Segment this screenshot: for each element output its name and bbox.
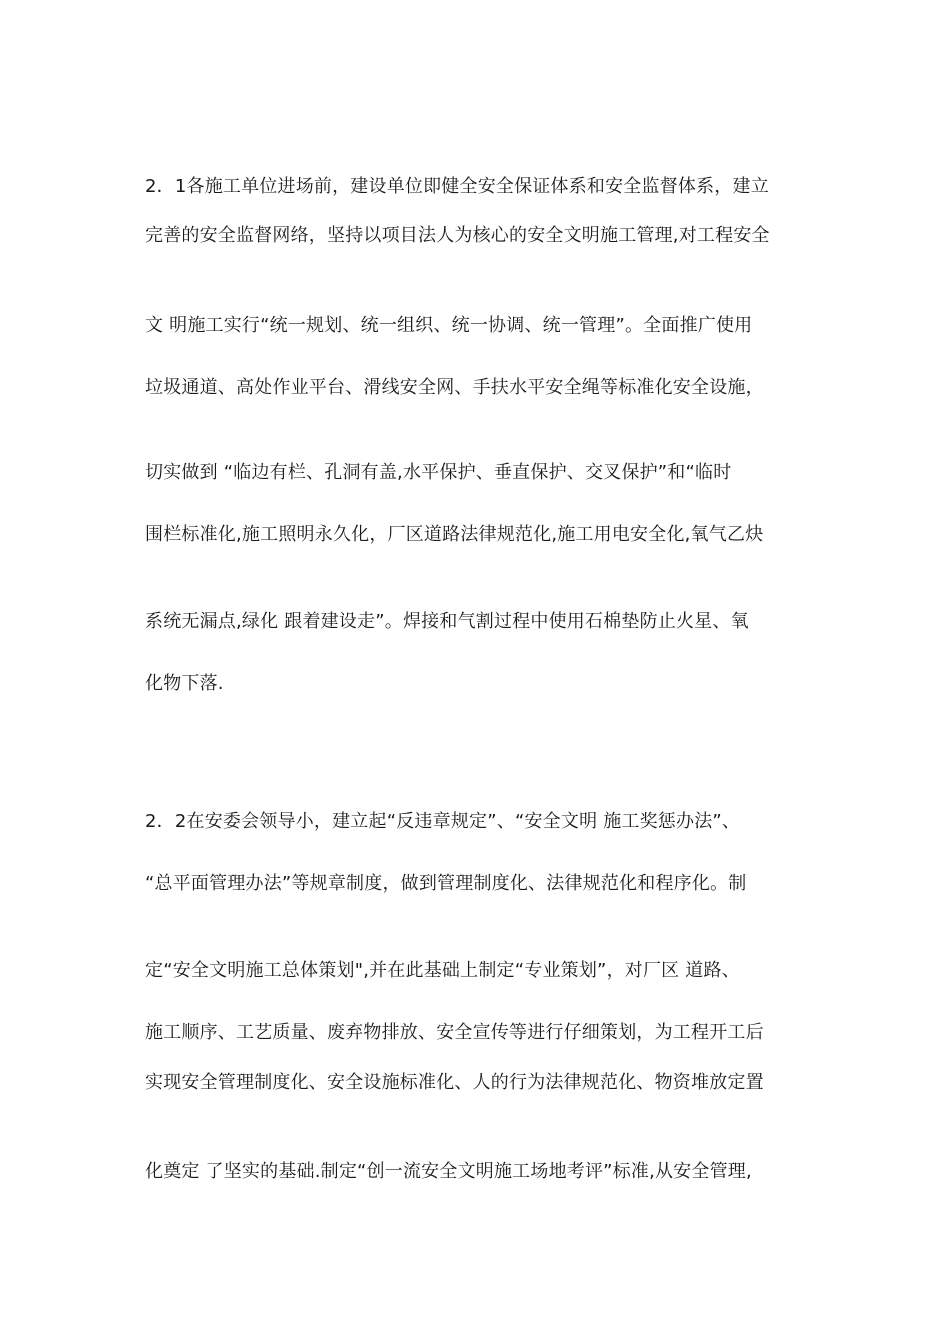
paragraph-2-1-line-4: 垃圾通道、高处作业平台、滑线安全网、手扶水平安全绳等标准化安全设施， — [145, 377, 764, 398]
paragraph-2-1-line-5: 切实做到 “临边有栏、孔洞有盖,水平保护、垂直保护、交叉保护”和“临时 — [145, 462, 732, 483]
paragraph-2-2-line-5: 实现安全管理制度化、安全设施标准化、人的行为法律规范化、物资堆放定置 — [145, 1072, 764, 1093]
paragraph-2-1-line-6: 围栏标准化,施工照明永久化，厂区道路法律规范化,施工用电安全化,氧气乙炔 — [145, 524, 764, 545]
paragraph-2-2-line-1: 2．2在安委会领导小，建立起“反违章规定”、“安全文明 施工奖惩办法”、 — [145, 811, 741, 832]
paragraph-2-1-line-2: 完善的安全监督网络，坚持以项目法人为核心的安全文明施工管理,对工程安全 — [145, 225, 770, 246]
paragraph-2-2-line-6: 化奠定 了坚实的基础.制定“创一流安全文明施工场地考评”标准,从安全管理, — [145, 1161, 752, 1182]
paragraph-2-2-line-2: “总平面管理办法”等规章制度，做到管理制度化、法律规范化和程序化。制 — [145, 873, 747, 894]
paragraph-2-1-line-3: 文 明施工实行“统一规划、统一组织、统一协调、统一管理”。全面推广使用 — [145, 315, 753, 336]
paragraph-2-2-line-4: 施工顺序、工艺质量、废弃物排放、安全宣传等进行仔细策划，为工程开工后 — [145, 1022, 764, 1043]
paragraph-2-1-line-8: 化物下落. — [145, 673, 224, 694]
paragraph-2-1-line-7: 系统无漏点,绿化 跟着建设走”。焊接和气割过程中使用石棉垫防止火星、氧 — [145, 611, 749, 632]
paragraph-2-1-line-1: 2．1各施工单位进场前，建设单位即健全安全保证体系和安全监督体系，建立 — [145, 176, 769, 197]
paragraph-2-2-line-3: 定“安全文明施工总体策划",并在此基础上制定“专业策划”，对厂区 道路、 — [145, 960, 740, 981]
